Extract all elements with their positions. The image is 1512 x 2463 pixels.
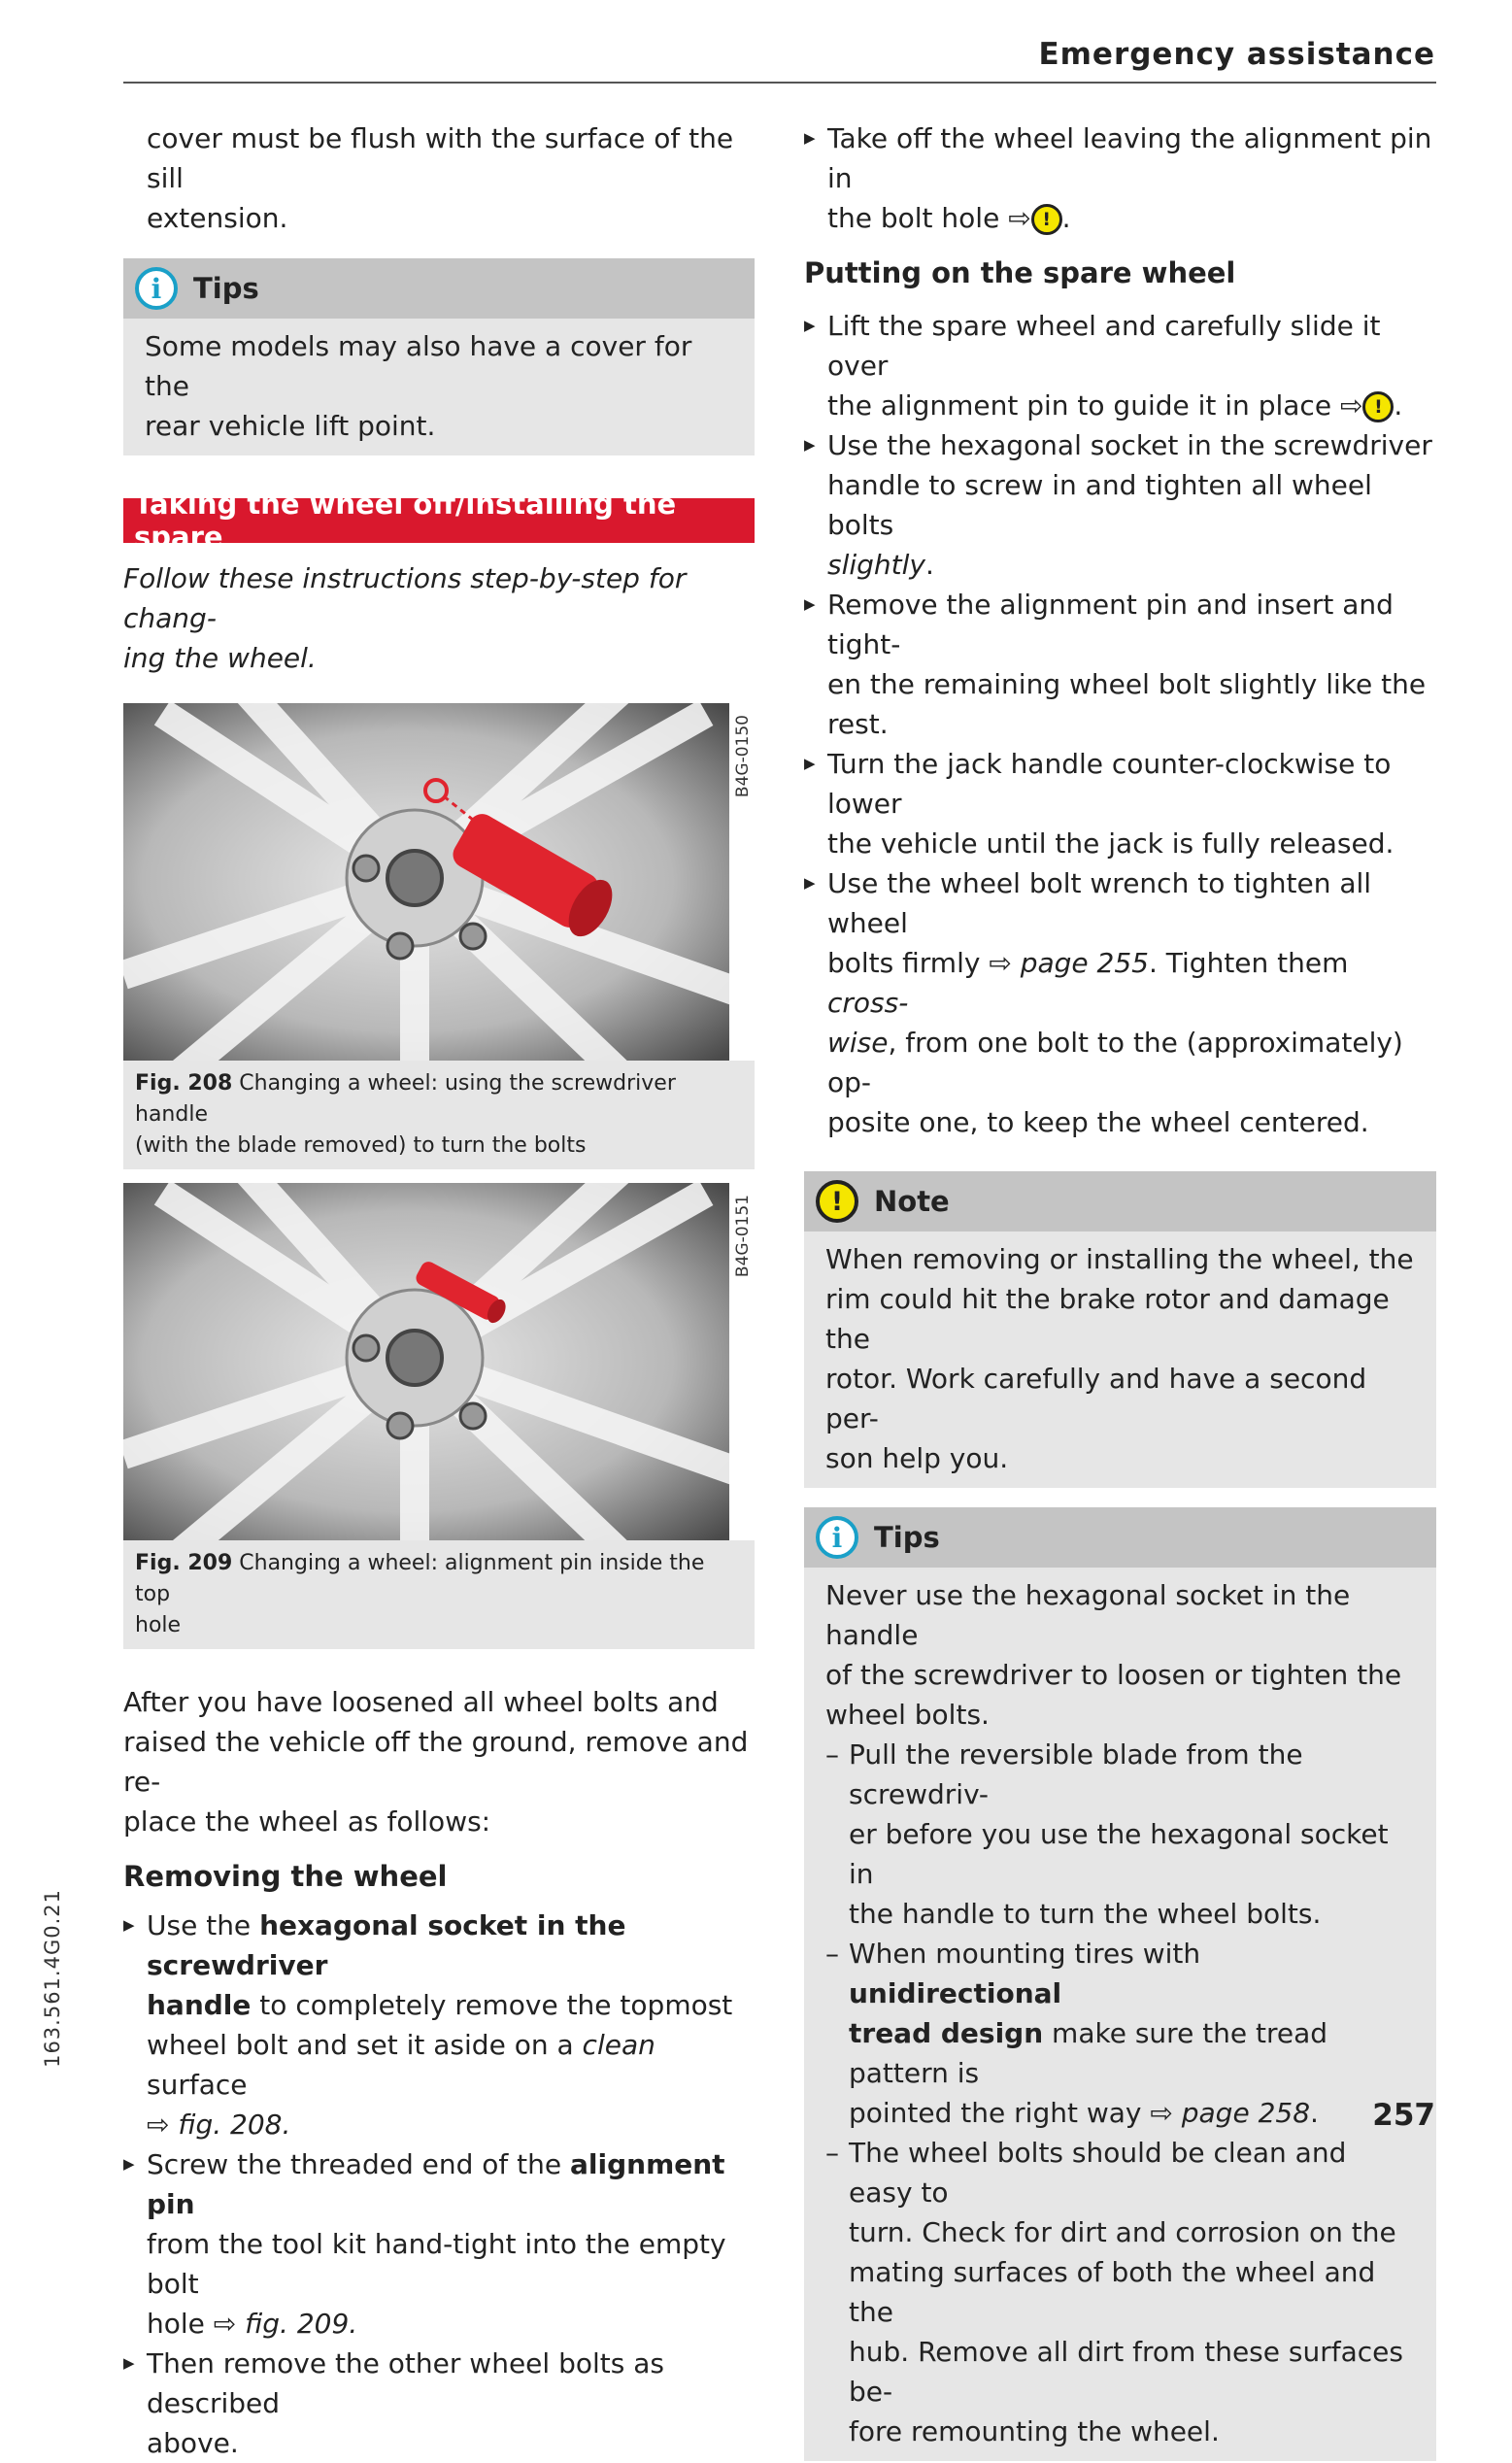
figure-208-illustration <box>123 703 755 1061</box>
tips-box-header <box>123 258 755 319</box>
figure-code: B4G-0150 <box>729 703 755 1061</box>
step-item: ▶ Use the hexagonal socket in the screwdriver handle to completely remove the topmost wheel bolt and set it aside on a clean surface ⇨ fig. 208. <box>123 1906 755 2144</box>
step-item: ▶ Remove the alignment pin and insert and tight- en the remaining wheel bolt slightly like the rest. <box>804 585 1436 744</box>
info-icon: i <box>816 1516 858 1559</box>
page-reference[interactable]: ⇨ page 255 <box>989 947 1149 979</box>
step-item: ▶ Take off the wheel leaving the alignment pin in the bolt hole ⇨ ! . <box>804 118 1436 238</box>
note-label: Note <box>874 1185 950 1218</box>
document-code: 163.561.4G0.21 <box>41 1889 64 2068</box>
body-text: raised the vehicle off the ground, remove and re- <box>123 1726 749 1798</box>
step-item: ▶ Use the hexagonal socket in the screwdriver handle to screw in and tighten all wheel bolts slightly. <box>804 425 1436 585</box>
tips-box <box>123 258 755 455</box>
step-item: ▶ Use the wheel bolt wrench to tighten all wheel bolts firmly ⇨ page 255. Tighten them cross- wise, from one bolt to the (approximately) op- posite one, to keep the wheel centered. <box>804 863 1436 1142</box>
wheel-bolt-illustration <box>123 703 755 1061</box>
section-title: Taking the wheel off/installing the spare <box>123 498 755 543</box>
running-header: Emergency assistance <box>1038 37 1435 72</box>
subheading: Putting on the spare wheel <box>804 256 1236 289</box>
figure-reference[interactable]: ⇨ fig. 209. <box>213 2308 358 2340</box>
warning-icon: ! <box>816 1180 858 1223</box>
continued-text: extension. <box>147 202 288 234</box>
right-column <box>804 118 1436 2461</box>
tips-body <box>123 319 755 455</box>
page-number: 257 <box>1372 2098 1435 2133</box>
note-box-header <box>804 1171 1436 1232</box>
body-text: After you have loosened all wheel bolts and <box>123 1686 719 1718</box>
continued-text: cover must be flush with the surface of the sill <box>147 122 734 194</box>
tips-label: Tips <box>874 1521 940 1554</box>
body-text: place the wheel as follows: <box>123 1805 491 1838</box>
tips-text: Some models may also have a cover for the <box>145 330 692 402</box>
tips-dash-item: – When mounting tires with unidirectional tread design make sure the tread pattern is pointed the right way ⇨ page 258. <box>825 1934 1415 2133</box>
note-box <box>804 1171 1436 1488</box>
left-column <box>123 118 755 2463</box>
step-item: ▶ Lift the spare wheel and carefully slide it over the alignment pin to guide it in place ⇨ ! . <box>804 306 1436 425</box>
tips-text: rear vehicle lift point. <box>145 410 436 442</box>
warning-icon: ! <box>1031 204 1062 235</box>
tips-body: Never use the hexagonal socket in the handle of the screwdriver to loosen or tighten the wheel bolts. – Pull the reversible blade from the screwdriv- er before you use the hexagonal socket in the handle to turn the wheel bolts. – When mounting tires with unidirectional tread design make sure the tread pattern is pointed the right way ⇨ page 258. – The wheel bolts should be clean and easy to turn. Check for dirt and corrosion on the mating surfaces of both the wheel and the hub. Remove all dirt from these surfaces be- fore remounting the wheel. <box>804 1568 1436 2461</box>
page-reference[interactable]: ⇨ page 258 <box>1150 2097 1311 2129</box>
figure-reference[interactable]: ⇨ fig. 208. <box>147 2109 291 2141</box>
figure-caption: Fig. 209 Changing a wheel: alignment pin inside the top hole <box>123 1540 755 1649</box>
tips-label: Tips <box>193 272 259 305</box>
tips-box-header <box>804 1507 1436 1568</box>
tips-box <box>804 1507 1436 2461</box>
step-item: ▶ Then remove the other wheel bolts as described above. <box>123 2344 755 2463</box>
step-item: ▶ Turn the jack handle counter-clockwise to lower the vehicle until the jack is fully released. <box>804 744 1436 863</box>
figure-208 <box>123 703 755 1169</box>
subheading: Removing the wheel <box>123 1860 448 1893</box>
intro-text: ing the wheel. <box>123 642 317 674</box>
figure-caption: Fig. 208 Changing a wheel: using the screwdriver handle (with the blade removed) to turn the bolts <box>123 1061 755 1169</box>
figure-209-illustration <box>123 1183 755 1540</box>
warning-icon: ! <box>1362 391 1394 422</box>
alignment-pin-illustration <box>123 1183 755 1540</box>
info-icon: i <box>135 267 178 310</box>
note-body: When removing or installing the wheel, the rim could hit the brake rotor and damage the rotor. Work carefully and have a second per- son help you. <box>825 1243 1414 1474</box>
tips-dash-item: – The wheel bolts should be clean and easy to turn. Check for dirt and corrosion on the mating surfaces of both the wheel and the hub. Remove all dirt from these surfaces be- fore remounting the wheel. <box>825 2133 1415 2451</box>
figure-code: B4G-0151 <box>729 1183 755 1540</box>
intro-text: Follow these instructions step-by-step for chang- <box>123 562 687 634</box>
tips-dash-item: – Pull the reversible blade from the screwdriv- er before you use the hexagonal socket in the handle to turn the wheel bolts. <box>825 1735 1415 1934</box>
header-rule <box>123 82 1436 84</box>
figure-209 <box>123 1183 755 1649</box>
step-item: ▶ Screw the threaded end of the alignment pin from the tool kit hand-tight into the empty bolt hole ⇨ fig. 209. <box>123 2144 755 2344</box>
